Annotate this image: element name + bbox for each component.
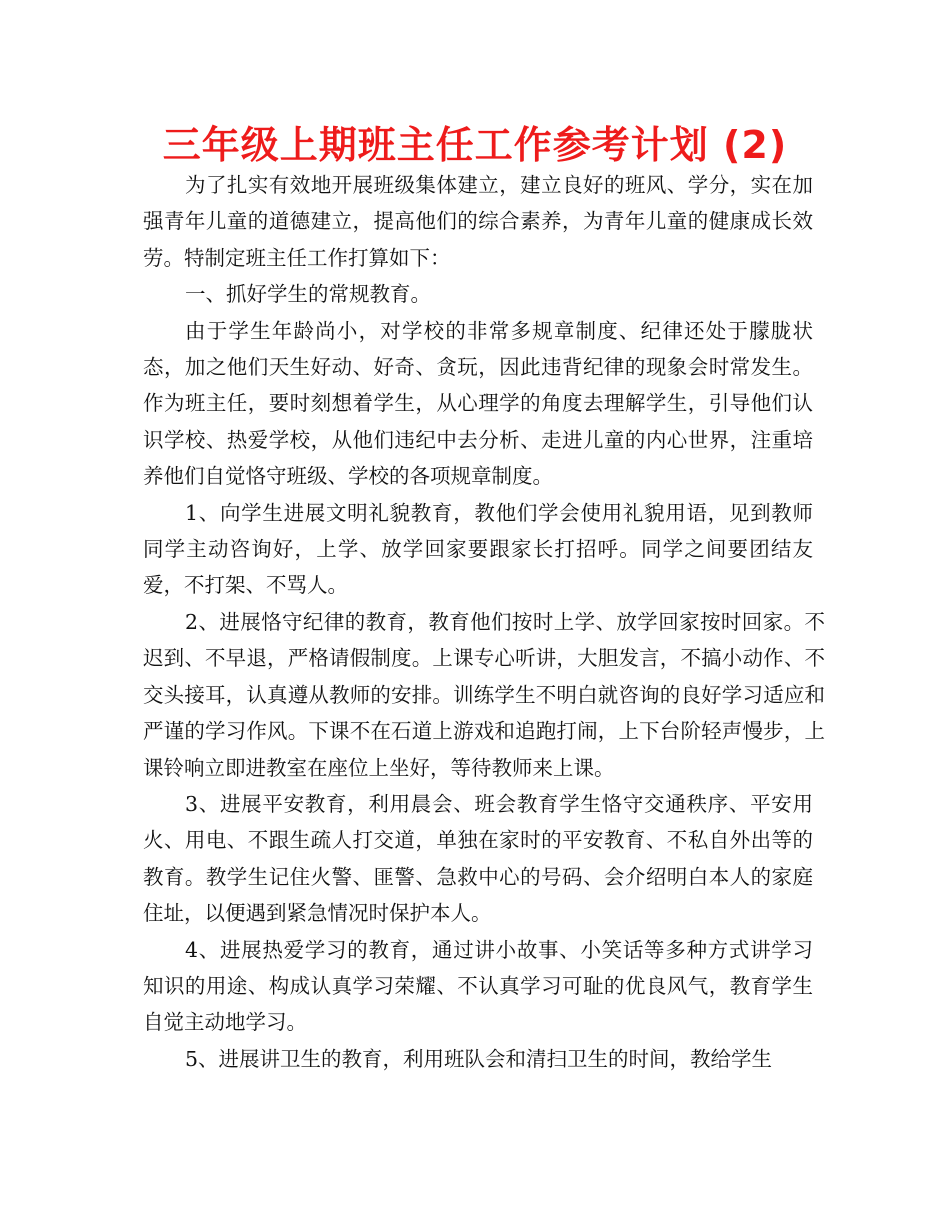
body-paragraph: 由于学生年龄尚小，对学校的非常多规章制度、纪律还处于朦胧状态，加之他们天生好动、好奇、贪玩，因此违背纪律的现象会时常发生。作为班主任，要时刻想着学生，从心理学的角度去理解学生，引导他们认识学校、热爱学校，从他们违纪中去分析、走进儿童的内心世界，注重培养他们自觉恪守班级、学校的各项规章制度。: [143, 318, 813, 489]
section-heading: 一、抓好学生的常规教育。: [185, 282, 431, 307]
list-item-5: 5、进展讲卫生的教育，利用班队会和清扫卫生的时间，教给学生: [185, 1046, 773, 1071]
list-item-1: 1、向学生进展文明礼貌教育，教他们学会使用礼貌用语，见到教师同学主动咨询好，上学、放学回家要跟家长打招呼。同学之间要团结友爱，不打架、不骂人。: [143, 500, 813, 598]
document-title: 三年级上期班主任工作参考计划 (2): [162, 123, 788, 167]
list-item-3: 3、进展平安教育，利用晨会、班会教育学生恪守交通秩序、平安用火、用电、不跟生疏人打交道，单独在家时的平安教育、不私自外出等的教育。教学生记住火警、匪警、急救中心的号码、会介绍明白本人的家庭住址，以便遇到紧急情况时保护本人。: [143, 791, 813, 926]
list-item-4: 4、进展热爱学习的教育，通过讲小故事、小笑话等多种方式讲学习知识的用途、构成认真学习荣耀、不认真学习可耻的优良风气，教育学生自觉主动地学习。: [143, 937, 813, 1035]
document-body: [143, 167, 825, 1077]
list-item-2: 2、进展恪守纪律的教育，教育他们按时上学、放学回家按时回家。不迟到、不早退，严格请假制度。上课专心听讲，大胆发言，不搞小动作、不交头接耳，认真遵从教师的安排。训练学生不明白就咨询的良好学习适应和严谨的学习作风。下课不在石道上游戏和追跑打闹，上下台阶轻声慢步，上课铃响立即进教室在座位上坐好，等待教师来上课。: [143, 609, 825, 780]
intro-paragraph: 为了扎实有效地开展班级集体建立，建立良好的班风、学分，实在加强青年儿童的道德建立，提高他们的综合素养，为青年儿童的健康成长效劳。特制定班主任工作打算如下：: [143, 173, 813, 270]
